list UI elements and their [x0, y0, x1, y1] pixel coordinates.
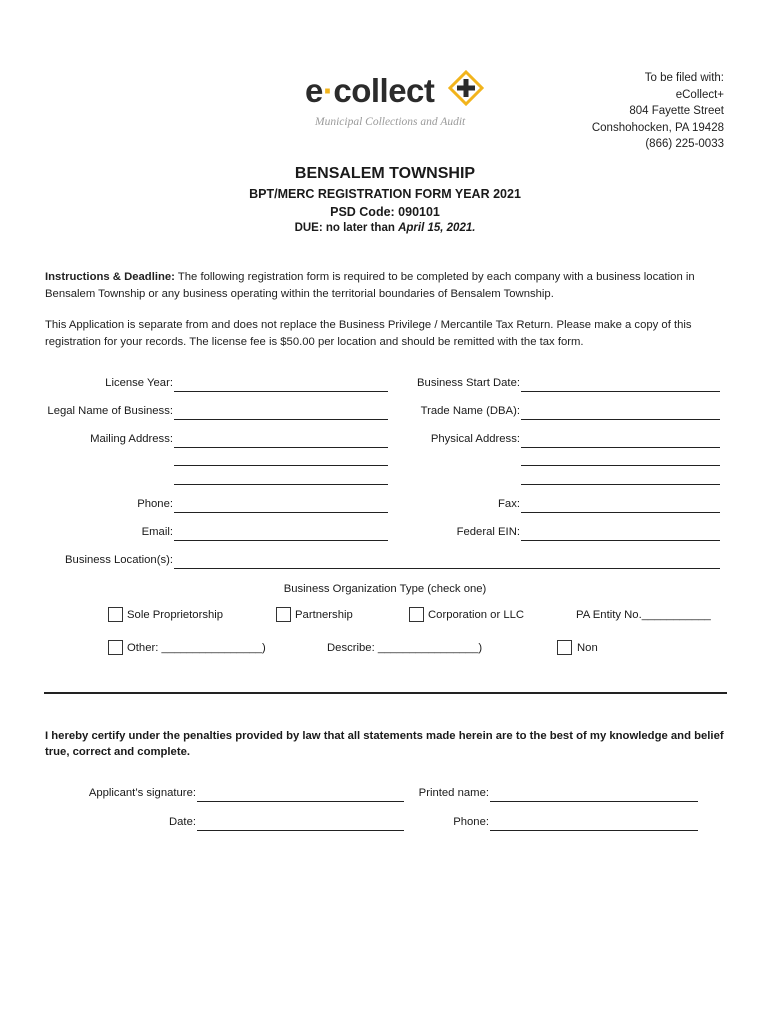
sole-proprietorship-label: Sole Proprietorship — [127, 609, 224, 621]
sole-proprietorship-checkbox[interactable] — [108, 607, 123, 622]
phone-input[interactable] — [174, 512, 388, 513]
applicant-signature-label: Applicant’s signature: — [88, 787, 196, 799]
non-label: Non — [577, 642, 598, 654]
other-label[interactable]: Other: ________________) — [127, 642, 266, 654]
legal-name-input[interactable] — [174, 419, 388, 420]
application-note: This Application is separate from and does not replace the Business Privilege / Mercantile Tax Return. Please make a copy of this registration for your records. The license fee is $50.00 per location and should be remitted with the tax form. — [45, 319, 692, 348]
business-locations-input[interactable] — [174, 568, 720, 569]
filing-line: (866) 225-0033 — [645, 138, 724, 150]
due-date-line: DUE: no later than April 15, 2021. — [294, 222, 476, 234]
certification-statement: I hereby certify under the penalties provided by law that all statements made herein are to the best of my knowledge and belief true, correct and complete. — [45, 730, 724, 758]
section-divider — [44, 692, 727, 694]
physical-address-input-line3[interactable] — [521, 484, 720, 485]
mailing-address-input[interactable] — [174, 447, 388, 448]
non-checkbox[interactable] — [557, 640, 572, 655]
partnership-label: Partnership — [295, 609, 353, 621]
email-input[interactable] — [174, 540, 388, 541]
instructions-label: Instructions & Deadline: — [45, 271, 175, 283]
logo-subtitle: Municipal Collections and Audit — [315, 116, 466, 128]
filing-line: To be filed with: — [644, 72, 724, 84]
legal-name-label: Legal Name of Business: — [47, 405, 173, 417]
license-year-label: License Year: — [105, 377, 173, 389]
trade-name-label: Trade Name (DBA): — [420, 405, 520, 417]
license-year-input[interactable] — [174, 391, 388, 392]
org-type-heading: Business Organization Type (check one) — [283, 583, 487, 595]
form-title: BPT/MERC REGISTRATION FORM YEAR 2021 — [249, 187, 521, 201]
applicant-signature-input[interactable] — [197, 801, 404, 802]
filing-address — [592, 70, 724, 153]
trade-name-input[interactable] — [521, 419, 720, 420]
partnership-checkbox[interactable] — [276, 607, 291, 622]
business-locations-label: Business Location(s): — [65, 554, 173, 566]
filing-line: Conshohocken, PA 19428 — [591, 121, 724, 134]
printed-name-label: Printed name: — [418, 787, 489, 799]
physical-address-label: Physical Address: — [430, 433, 520, 445]
signer-phone-label: Phone: — [453, 816, 489, 828]
email-label: Email: — [141, 526, 173, 538]
federal-ein-label: Federal EIN: — [456, 526, 520, 538]
fax-input[interactable] — [521, 512, 720, 513]
psd-code: PSD Code: 090101 — [330, 205, 440, 219]
filing-line: 804 Fayette Street — [629, 105, 724, 117]
fax-label: Fax: — [498, 498, 520, 510]
corporation-checkbox[interactable] — [409, 607, 424, 622]
other-checkbox[interactable] — [108, 640, 123, 655]
federal-ein-input[interactable] — [521, 540, 720, 541]
describe-field[interactable]: Describe: ________________) — [327, 642, 483, 654]
corporation-label: Corporation or LLC — [428, 609, 525, 621]
mailing-address-input-line3[interactable] — [174, 484, 388, 485]
business-start-date-label: Business Start Date: — [417, 377, 520, 389]
mailing-address-input-line2[interactable] — [174, 465, 388, 466]
mailing-address-label: Mailing Address: — [90, 433, 173, 445]
logo-wordmark: e·collect — [305, 72, 435, 109]
physical-address-input[interactable] — [521, 447, 720, 448]
physical-address-input-line2[interactable] — [521, 465, 720, 466]
date-input[interactable] — [197, 830, 404, 831]
ecollect-logo — [305, 70, 485, 132]
instructions-paragraph: Instructions & Deadline: The following registration form is required to be completed by each company with a business location in Bensalem Township or any business operating within the territorial boundaries of Bensalem Township. — [45, 271, 695, 300]
due-date: April 15, 2021. — [398, 222, 476, 234]
signer-phone-input[interactable] — [490, 830, 698, 831]
phone-label: Phone: — [137, 498, 173, 510]
filing-line: eCollect+ — [675, 88, 724, 101]
printed-name-input[interactable] — [490, 801, 698, 802]
township-title: BENSALEM TOWNSHIP — [294, 165, 476, 182]
date-label: Date: — [168, 816, 196, 828]
business-start-date-input[interactable] — [521, 391, 720, 392]
plus-diamond-icon — [448, 70, 484, 106]
pa-entity-field[interactable]: PA Entity No.___________ — [576, 609, 711, 621]
